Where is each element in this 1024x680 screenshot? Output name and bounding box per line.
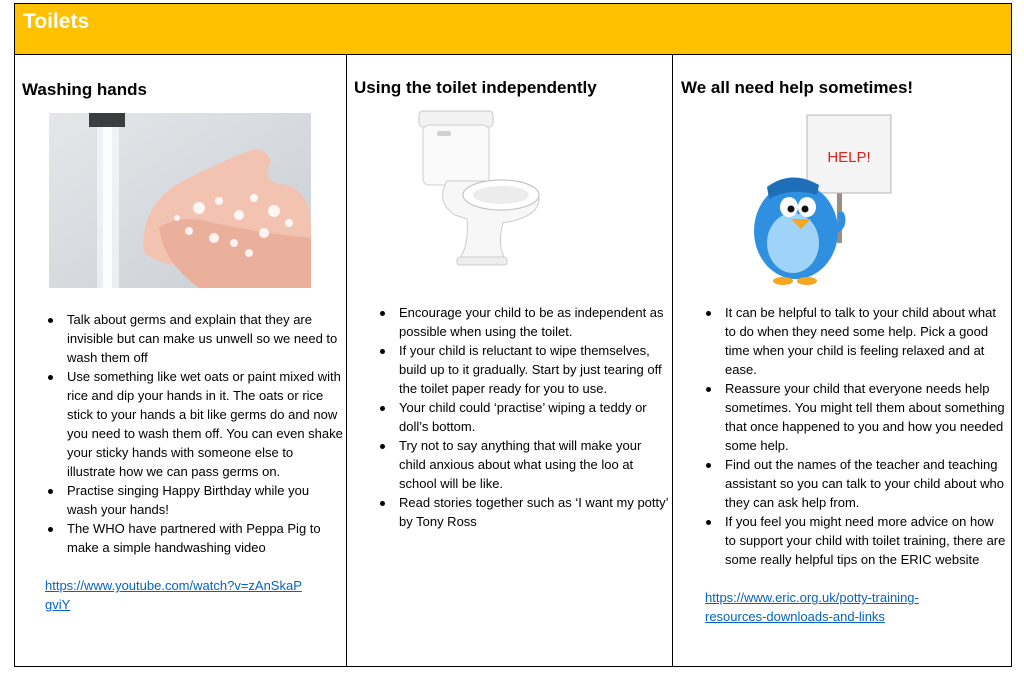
youtube-link[interactable] xyxy=(45,576,302,614)
column-using-toilet xyxy=(347,55,673,666)
eric-website-link[interactable] xyxy=(705,588,919,626)
sign-text: HELP! xyxy=(827,149,871,166)
header-bar xyxy=(15,4,1011,55)
bullet-list xyxy=(45,310,343,557)
document-table xyxy=(14,3,1012,667)
list-item: Read stories together such as ‘I want my potty’ by Tony Ross xyxy=(377,493,669,531)
bullet-list xyxy=(377,303,669,531)
list-item: Your child could ‘practise’ wiping a teddy or doll’s bottom. xyxy=(377,398,669,436)
link-line[interactable]: https://www.youtube.com/watch?v=zAnSkaP xyxy=(45,578,302,593)
list-item: If your child is reluctant to wipe themselves, build up to it gradually. Start by just tearing off the toilet paper ready for you to use. xyxy=(377,341,669,398)
column-washing-hands xyxy=(15,55,347,666)
list-item: Talk about germs and explain that they are invisible but can make us unwell so we need to wash them off xyxy=(45,310,343,367)
list-item: It can be helpful to talk to your child about what to do when they need some help. Pick a good time when your child is feeling relaxed and at ease. xyxy=(703,303,1008,379)
toilet-illustration xyxy=(407,107,552,272)
list-item: Encourage your child to be as independent as possible when using the toilet. xyxy=(377,303,669,341)
link-line[interactable]: gviY xyxy=(45,597,71,612)
column-heading: We all need help sometimes! xyxy=(681,78,914,97)
bullet-list xyxy=(703,303,1008,569)
column-heading: Washing hands xyxy=(22,80,147,99)
link-line[interactable]: https://www.eric.org.uk/potty-training- xyxy=(705,590,919,605)
list-item: Find out the names of the teacher and teaching assistant so you can talk to your child about who they can ask help from. xyxy=(703,455,1008,512)
list-item: Practise singing Happy Birthday while you wash your hands! xyxy=(45,481,343,519)
list-item: Try not to say anything that will make your child anxious about what using the loo at school will be like. xyxy=(377,436,669,493)
list-item: Reassure your child that everyone needs help sometimes. You might tell them about something that once happened to you and how you needed some help. xyxy=(703,379,1008,455)
link-line[interactable]: resources-downloads-and-links xyxy=(705,609,885,624)
list-item: Use something like wet oats or paint mixed with rice and dip your hands in it. The oats or rice stick to your hands a bit like germs do and now you need to wash them off. You can even shake your sticky hands with someone else to illustrate how we can pass germs on. xyxy=(45,367,343,481)
bird-help-sign xyxy=(741,111,901,291)
column-help xyxy=(673,55,1011,666)
list-item: If you feel you might need more advice on how to support your child with toilet training, there are some really helpful tips on the ERIC website xyxy=(703,512,1008,569)
list-item: The WHO have partnered with Peppa Pig to make a simple handwashing video xyxy=(45,519,343,557)
page-title: Toilets xyxy=(23,10,90,33)
column-heading: Using the toilet independently xyxy=(354,78,597,97)
handwashing-photo xyxy=(49,113,311,288)
